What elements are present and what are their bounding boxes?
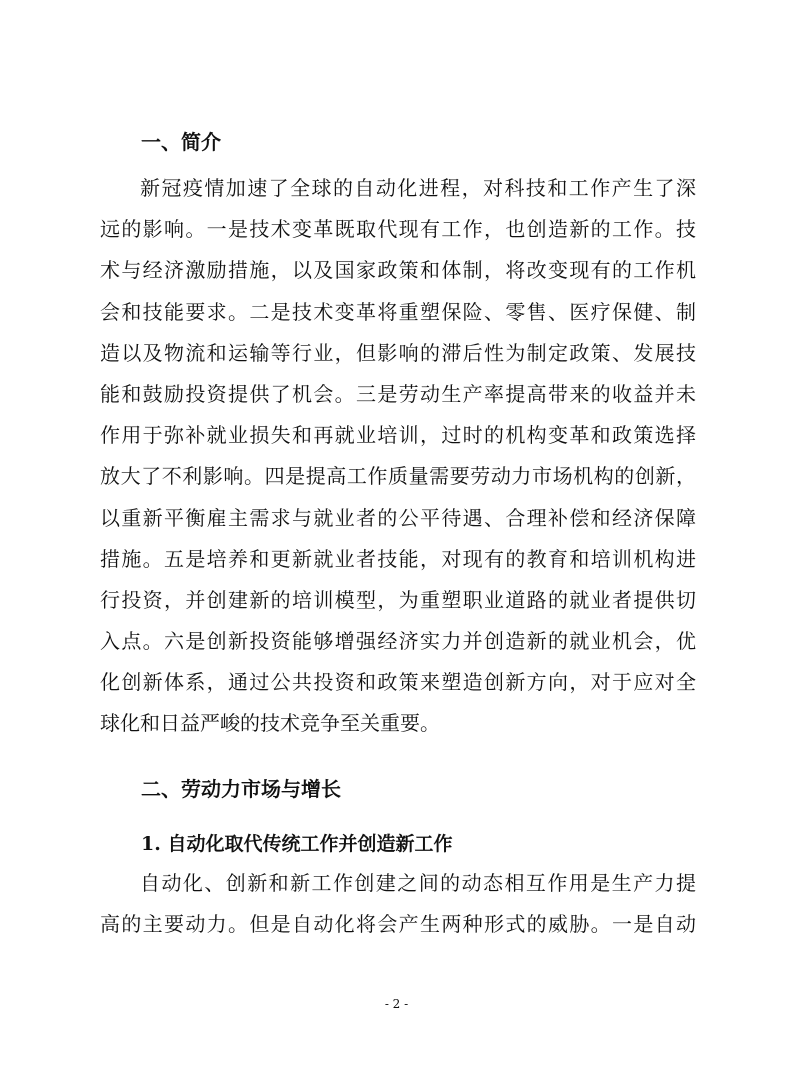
- paragraph-line: 球化和日益严峻的技术竞争至关重要。: [100, 711, 440, 736]
- paragraph-line: 化创新体系，通过公共投资和政策来塑造创新方向，对于应对全: [100, 670, 696, 695]
- paragraph-line: 高的主要动力。但是自动化将会产生两种形式的威胁。一是自动: [100, 912, 696, 937]
- paragraph-line: 造以及物流和运输等行业，但影响的滞后性为制定政策、发展技: [100, 340, 696, 365]
- paragraph-line: 措施。五是培养和更新就业者技能，对现有的教育和培训机构进: [100, 546, 696, 571]
- paragraph-line: 新冠疫情加速了全球的自动化进程，对科技和工作产生了深: [140, 176, 696, 200]
- page-number: - 2 -: [384, 997, 409, 1011]
- section-heading-labor-market: 二、劳动力市场与增长: [141, 777, 341, 801]
- automation-paragraph: [100, 863, 696, 945]
- paragraph-line: 远的影响。一是技术变革既取代现有工作，也创造新的工作。技: [100, 217, 696, 242]
- paragraph-line: 入点。六是创新投资能够增强经济实力并创造新的就业机会，优: [100, 629, 696, 654]
- subsection-heading-automation: 1. 自动化取代传统工作并创造新工作: [141, 833, 453, 855]
- paragraph-line: 以重新平衡雇主需求与就业者的公平待遇、合理补偿和经济保障: [100, 505, 696, 530]
- paragraph-line: 放大了不利影响。四是提高工作质量需要劳动力市场机构的创新，: [100, 464, 696, 489]
- paragraph-line: 能和鼓励投资提供了机会。三是劳动生产率提高带来的收益并未: [100, 381, 696, 406]
- section-heading-introduction: 一、简介: [141, 130, 221, 154]
- intro-paragraph: [100, 168, 696, 745]
- paragraph-line: 作用于弥补就业损失和再就业培训，过时的机构变革和政策选择: [100, 423, 696, 448]
- paragraph-line: 自动化、创新和新工作创建之间的动态相互作用是生产力提: [140, 871, 696, 895]
- paragraph-line: 行投资，并创建新的培训模型，为重塑职业道路的就业者提供切: [100, 587, 696, 612]
- paragraph-line: 术与经济激励措施，以及国家政策和体制，将改变现有的工作机: [100, 258, 696, 283]
- paragraph-line: 会和技能要求。二是技术变革将重塑保险、零售、医疗保健、制: [100, 299, 696, 324]
